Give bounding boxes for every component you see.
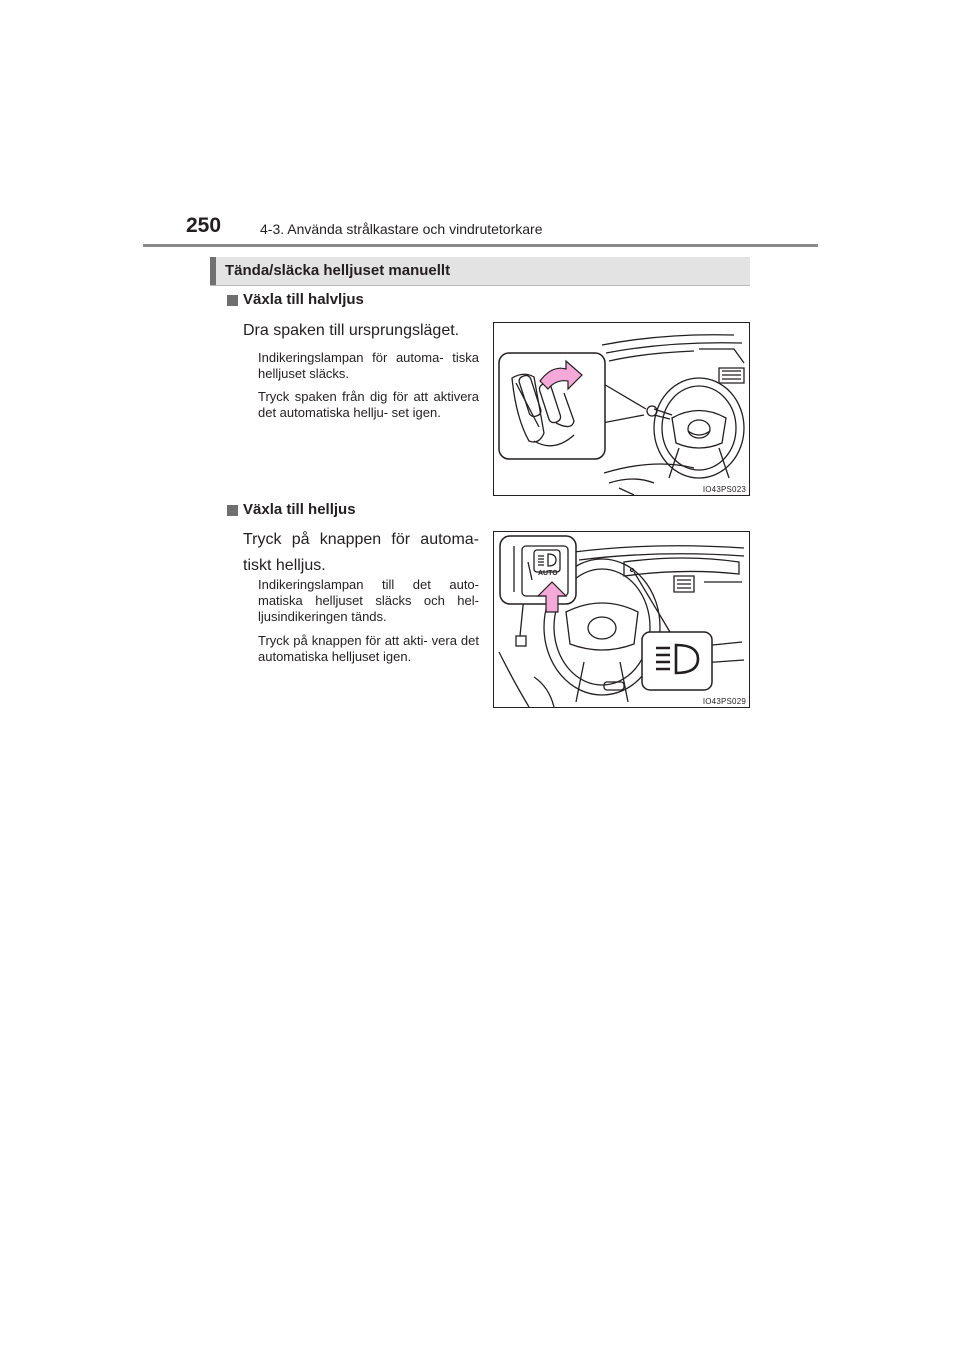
figure-lever xyxy=(493,322,750,496)
section-heading-bar xyxy=(210,257,750,286)
chapter-title: 4-3. Använda strålkastare och vindrutetorkare xyxy=(260,221,543,237)
lever-illustration xyxy=(494,323,749,495)
bullet-square xyxy=(227,295,238,306)
section-marker xyxy=(210,257,216,285)
item-heading: Växla till halvljus xyxy=(243,291,364,308)
figure-code: IO43PS029 xyxy=(702,697,746,706)
item-note: Indikeringslampan till det auto- matiska helljuset släcks och hel- ljusindikeringen tänds. xyxy=(258,577,479,624)
item-note: Tryck på knappen för att akti- vera det automatiska helljuset igen. xyxy=(258,633,479,664)
auto-label: AUTO xyxy=(538,570,558,577)
figure-code: IO43PS023 xyxy=(702,485,746,494)
page-number: 250 xyxy=(186,214,222,237)
item-heading: Växla till helljus xyxy=(243,501,356,518)
section-title: Tända/släcka helljuset manuellt xyxy=(225,262,451,279)
item-note: Tryck spaken från dig för att aktivera det automatiska hellju- set igen. xyxy=(258,389,479,420)
header-rule xyxy=(143,244,818,247)
figure-auto-button xyxy=(493,531,750,708)
item-note: Indikeringslampan för automa- tiska helljuset släcks. xyxy=(258,350,479,381)
bullet-square xyxy=(227,505,238,516)
item-instruction: Tryck på knappen för automa- tiskt helljus. xyxy=(243,531,479,574)
dashboard-illustration xyxy=(494,532,749,707)
item-instruction: Dra spaken till ursprungsläget. xyxy=(243,322,460,339)
